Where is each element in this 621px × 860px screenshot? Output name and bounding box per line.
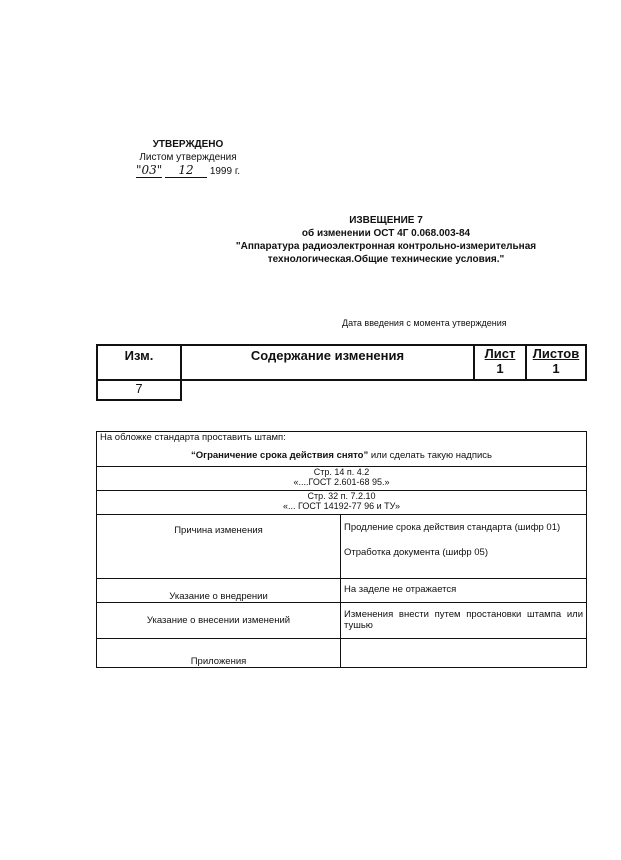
ref1-text: «....ГОСТ 2.601-68 95.»	[293, 477, 390, 487]
reason-text-cell	[341, 515, 587, 579]
changes-text-cell	[341, 603, 587, 639]
change-header-table	[96, 344, 587, 401]
empty-cell	[181, 380, 474, 400]
listov-header	[526, 345, 586, 380]
ref2-cell	[97, 491, 587, 515]
change-line1-cell	[97, 432, 587, 450]
izm-value: 7	[135, 381, 143, 396]
notice-block	[196, 214, 576, 266]
notice-line2: об изменении ОСТ 4Г 0.068.003-84	[301, 228, 471, 239]
notice-title: ИЗВЕЩЕНИЕ 7	[349, 215, 423, 226]
appendix-label: Приложения	[190, 656, 247, 667]
izm-value-cell	[97, 380, 181, 400]
list-header-label: Лист	[484, 346, 516, 361]
changes-text: Изменения внести путем простановки штампа или тушью	[344, 609, 583, 631]
ref1-cell	[97, 467, 587, 491]
content-header	[181, 345, 474, 380]
appendix-label-cell	[97, 639, 341, 668]
ref2-title: Стр. 32 п. 7.2.10	[307, 491, 376, 501]
reason-label-cell	[97, 515, 341, 579]
notice-line3: "Аппаратура радиоэлектронная контрольно-измерительная	[235, 241, 537, 252]
appendix-text-cell	[341, 639, 587, 668]
ref1-title: Стр. 14 п. 4.2	[313, 467, 370, 477]
empty-cell	[526, 380, 586, 400]
implement-label: Указание о внедрении	[169, 591, 268, 602]
changes-label: Указание о внесении изменений	[146, 615, 291, 626]
approval-year: 1999 г.	[209, 166, 241, 177]
reason-label: Причина изменения	[174, 525, 263, 536]
approval-date	[128, 164, 248, 178]
change-line2-rest: или сделать такую надпись	[368, 449, 493, 461]
notice-line4: технологическая.Общие технические условия."	[267, 254, 505, 265]
izm-header-label: Изм.	[124, 348, 154, 363]
changes-label-cell	[97, 603, 341, 639]
change-line2-cell	[97, 450, 587, 467]
list-value: 1	[496, 361, 504, 376]
reason-text1: Продление срока действия стандарта (шифр 01)	[344, 522, 561, 533]
approval-title: УТВЕРЖДЕНО	[152, 139, 224, 150]
listov-value: 1	[552, 361, 560, 376]
implement-text: На заделе не отражается	[344, 584, 457, 595]
approval-month: 12	[165, 164, 207, 178]
change-body-table	[96, 431, 587, 668]
izm-header	[97, 345, 181, 380]
implement-text-cell	[341, 579, 587, 603]
ref2-text: «... ГОСТ 14192-77 96 и ТУ»	[283, 501, 400, 511]
change-line1: На обложке стандарта проставить штамп:	[100, 432, 286, 443]
change-line2-quoted: “Ограничение срока действия снято”	[190, 449, 369, 461]
list-header	[474, 345, 526, 380]
content-header-label: Содержание изменения	[250, 348, 405, 363]
reason-text2: Отработка документа (шифр 05)	[344, 547, 488, 558]
approval-line2: Листом утверждения	[139, 152, 237, 163]
approval-block	[128, 138, 248, 178]
listov-header-label: Листов	[532, 346, 580, 361]
implement-label-cell	[97, 579, 341, 603]
empty-cell	[474, 380, 526, 400]
intro-date: Дата введения с момента утверждения	[342, 318, 507, 328]
approval-day: "03"	[135, 163, 163, 177]
